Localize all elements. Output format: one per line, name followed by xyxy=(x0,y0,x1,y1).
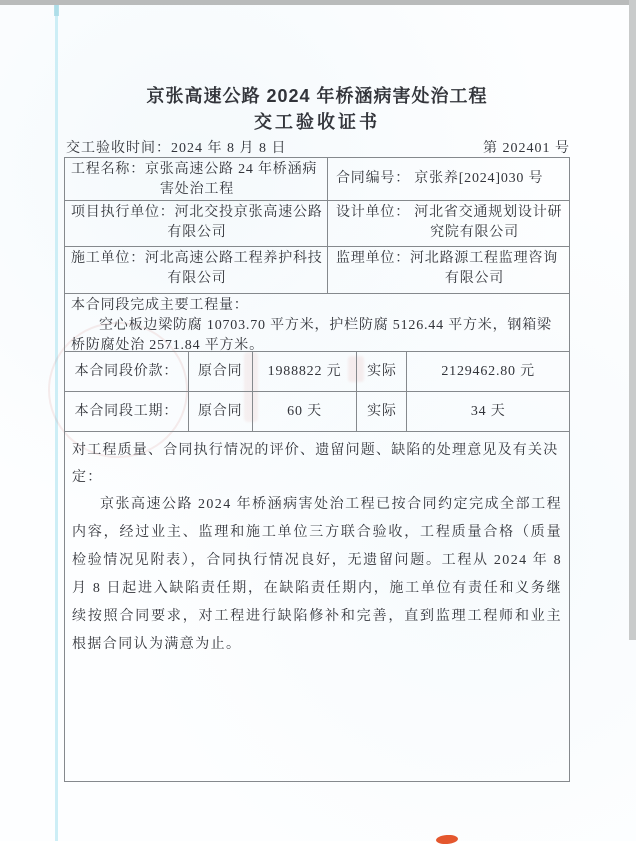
quantities-cell xyxy=(65,294,569,351)
duration-label: 本合同段工期： xyxy=(65,392,189,431)
designer-cell xyxy=(328,201,569,246)
quantities-line1: 空心板边梁防腐 10703.70 平方米，护栏防腐 5126.44 平方米，钢箱梁 xyxy=(99,318,552,333)
duration-original-value: 60 天 xyxy=(253,392,358,431)
contractor-cell xyxy=(65,247,328,293)
meta-row xyxy=(66,137,570,156)
project-name-line1: 工程名称：京张高速公路 24 年桥涵病 xyxy=(71,162,318,177)
document-title: 京张高速公路 2024 年桥涵病害处治工程 xyxy=(146,86,488,106)
scan-edge-right xyxy=(629,0,636,640)
executor-cell xyxy=(65,201,328,246)
duration-actual-label: 实际 xyxy=(357,392,407,431)
row-project-contract xyxy=(65,158,569,201)
evaluation-heading: 对工程质量、合同执行情况的评价、遗留问题、缺陷的处理意见及有关决定： xyxy=(72,443,559,485)
project-name-cell xyxy=(65,158,328,200)
row-quantities xyxy=(65,294,569,352)
duration-actual-value: 34 天 xyxy=(470,403,506,419)
row-evaluation xyxy=(65,432,569,781)
executor-line2: 有限公司 xyxy=(167,225,227,240)
evaluation-body: 京张高速公路 2024 年桥涵病害处治工程已按合同约定完成全部工程内容，经过业主、监理和施工单位三方联合验收，工程质量合格（质量检验情况见附表），合同执行情况良好，无遗留问题。工程从 2024 年 8 月 8 日起进入缺陷责任期，在缺陷责任期内，施工单位有责任和义务继续按照合同要求，对工程进行缺陷修补和完善，直到监理工程师和业主根据合同认为满意为止。 xyxy=(72,497,562,652)
row-contract-duration xyxy=(65,392,569,432)
price-label: 本合同段价款： xyxy=(65,352,189,391)
supervisor-line2: 有限公司 xyxy=(444,271,505,286)
price-original-label: 原合同 xyxy=(189,352,253,391)
price-original-value: 1988822 元 xyxy=(253,352,358,391)
designer-line2: 究院有限公司 xyxy=(430,225,519,240)
price-actual-value: 2129462.80 元 xyxy=(441,363,535,379)
acceptance-table xyxy=(64,157,570,782)
evaluation-cell xyxy=(65,432,569,781)
contract-number: 合同编号： 京张养[2024]030 号 xyxy=(336,171,544,186)
quantities-line2: 桥防腐处治 2571.84 平方米。 xyxy=(71,338,264,351)
orange-ink-mark xyxy=(436,834,459,845)
contractor-line2: 有限公司 xyxy=(167,271,227,286)
quantities-title: 本合同段完成主要工程量： xyxy=(71,298,249,313)
row-contract-price xyxy=(65,352,569,392)
scan-edge-top xyxy=(0,0,636,5)
document-subtitle: 交工验收证书 xyxy=(254,112,380,132)
document-number: 第 202401 号 xyxy=(483,141,570,156)
contractor-line1: 施工单位：河北高速公路工程养护科技 xyxy=(71,251,323,266)
designer-line1: 设计单位： 河北省交通规划设计研 xyxy=(336,205,563,220)
duration-original-label: 原合同 xyxy=(189,392,253,431)
project-name-line2: 害处治工程 xyxy=(160,182,234,197)
supervisor-cell xyxy=(328,247,569,293)
supervisor-line1: 监理单位：河北路源工程监理咨询 xyxy=(336,251,558,266)
price-actual-label: 实际 xyxy=(357,352,407,391)
row-executor-designer xyxy=(65,201,569,247)
contract-number-cell xyxy=(328,158,569,200)
acceptance-date: 交工验收时间：2024 年 8 月 8 日 xyxy=(66,141,287,156)
executor-line1: 项目执行单位：河北交投京张高速公路 xyxy=(71,205,323,220)
row-contractor-supervisor xyxy=(65,247,569,294)
